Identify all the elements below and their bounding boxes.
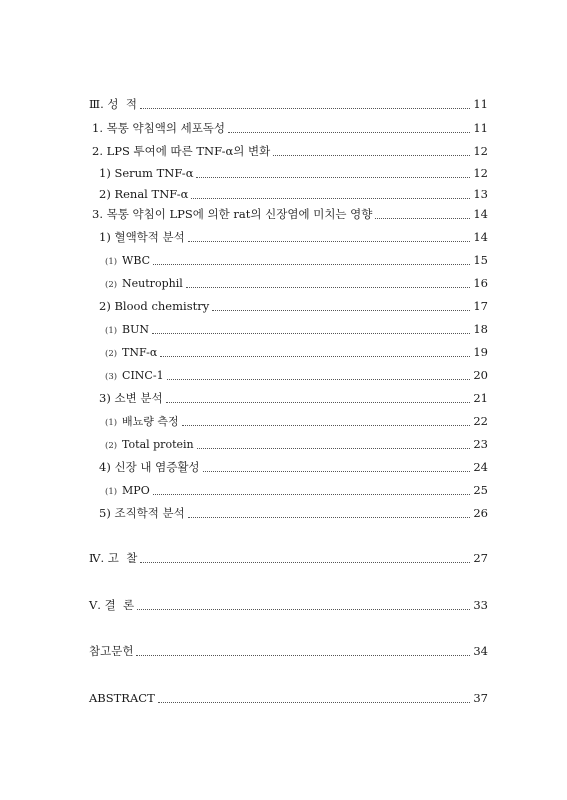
toc-page-number: 11 [473, 97, 488, 111]
dot-leader [137, 609, 470, 610]
dot-leader [188, 241, 470, 242]
toc-page-number: 26 [473, 506, 488, 520]
toc-page-number: 14 [473, 230, 488, 244]
toc-entry-abstract [0, 690, 567, 706]
toc-entry-number: (1) [105, 326, 118, 336]
dot-leader [167, 379, 470, 380]
toc-entry-label: ABSTRACT [89, 691, 155, 705]
toc-entry-number: (2) [105, 280, 118, 290]
toc-entry-number: (1) [105, 487, 118, 497]
toc-page-number: 14 [473, 207, 488, 221]
toc-entry-label: 3) 소변 분석 [99, 391, 163, 405]
toc-entry-renal-inflammation [0, 459, 567, 475]
toc-entry-label: Total protein [122, 438, 194, 451]
dot-leader [212, 310, 470, 311]
toc-entry-label: 2) Renal TNF-α [99, 187, 189, 201]
toc-page-number: 25 [473, 483, 488, 497]
dot-leader [136, 655, 470, 656]
toc-page-number: 16 [473, 276, 488, 290]
toc-page-number: 11 [473, 121, 488, 135]
toc-entry-number: (2) [105, 441, 118, 451]
toc-page-number: 24 [473, 460, 488, 474]
toc-entry-label: 3. 목통 약침이 LPS에 의한 rat의 신장염에 미치는 영향 [92, 207, 373, 221]
toc-page-number: 12 [473, 166, 488, 180]
dot-leader [188, 517, 470, 518]
toc-entry-results [0, 96, 567, 112]
toc-page-number: 12 [473, 144, 488, 158]
toc-entry-bun [0, 321, 567, 337]
toc-entry-mpo [0, 482, 567, 498]
toc-page-number: 13 [473, 187, 488, 201]
dot-leader [160, 356, 470, 357]
dot-leader [375, 218, 470, 219]
dot-leader [197, 448, 470, 449]
toc-page-number: 18 [473, 322, 488, 336]
dot-leader [203, 471, 470, 472]
toc-entry-number: (2) [105, 349, 118, 359]
toc-entry-cinc1 [0, 367, 567, 383]
toc-page-number: 37 [473, 691, 488, 705]
toc-entry-label: MPO [122, 484, 150, 497]
toc-entry-serum-tnf [0, 165, 567, 181]
toc-entry-label: Ⅴ. 결 론 [89, 598, 135, 612]
toc-page-number: 22 [473, 414, 488, 428]
toc-entry-label: Ⅲ. 성 적 [89, 97, 137, 111]
dot-leader [153, 264, 470, 265]
toc-page-number: 34 [473, 644, 488, 658]
dot-leader [182, 425, 470, 426]
toc-entry-nephritis [0, 206, 567, 222]
toc-entry-wbc [0, 252, 567, 268]
dot-leader [191, 198, 470, 199]
dot-leader [228, 132, 470, 133]
toc-entry-label: 참고문헌 [89, 644, 134, 658]
toc-entry-histology [0, 505, 567, 521]
toc-entry-conclusion [0, 597, 567, 613]
toc-entry-label: 2) Blood chemistry [99, 299, 210, 313]
toc-entry-label: BUN [122, 323, 150, 336]
toc-entry-label: WBC [122, 254, 151, 267]
dot-leader [152, 333, 470, 334]
dot-leader [140, 562, 470, 563]
toc-entry-hematology [0, 229, 567, 245]
toc-entry-label: 4) 신장 내 염증활성 [99, 460, 200, 474]
toc-entry-label: Neutrophil [122, 277, 183, 290]
toc-entry-number: (1) [105, 418, 118, 428]
dot-leader [196, 177, 470, 178]
toc-page-number: 15 [473, 253, 488, 267]
dot-leader [273, 155, 470, 156]
toc-entry-tnf-change [0, 143, 567, 159]
toc-entry-label: CINC-1 [122, 369, 164, 382]
toc-entry-label: 2. LPS 투여에 따른 TNF-α의 변화 [92, 144, 271, 158]
toc-page-number: 23 [473, 437, 488, 451]
toc-entry-label: 배뇨량 측정 [122, 415, 179, 428]
toc-page-number: 17 [473, 299, 488, 313]
dot-leader [186, 287, 470, 288]
toc-page-number: 27 [473, 551, 488, 565]
dot-leader [153, 494, 470, 495]
toc-entry-renal-tnf [0, 186, 567, 202]
toc-entry-tnf-alpha [0, 344, 567, 360]
toc-entry-cytotoxicity [0, 120, 567, 136]
toc-entry-label: 1) 혈액학적 분석 [99, 230, 185, 244]
toc-entry-blood-chemistry [0, 298, 567, 314]
toc-entry-label: 1. 목통 약침액의 세포독성 [92, 121, 226, 135]
toc-entry-number: (3) [105, 372, 118, 382]
dot-leader [140, 108, 470, 109]
toc-entry-discussion [0, 550, 567, 566]
toc-page-number: 33 [473, 598, 488, 612]
toc-entry-label: Ⅳ. 고 찰 [89, 551, 138, 565]
toc-entry-urine-volume [0, 413, 567, 429]
dot-leader [158, 702, 470, 703]
toc-entry-urinalysis [0, 390, 567, 406]
toc-page-number: 20 [473, 368, 488, 382]
toc-entry-label: TNF-α [122, 346, 158, 359]
toc-page-number: 19 [473, 345, 488, 359]
toc-entry-label: 1) Serum TNF-α [99, 166, 194, 180]
toc-entry-number: (1) [105, 257, 118, 267]
toc-entry-total-protein [0, 436, 567, 452]
toc-page-number: 21 [473, 391, 488, 405]
toc-entry-label: 5) 조직학적 분석 [99, 506, 185, 520]
toc-entry-references [0, 643, 567, 659]
dot-leader [166, 402, 470, 403]
toc-entry-neutrophil [0, 275, 567, 291]
